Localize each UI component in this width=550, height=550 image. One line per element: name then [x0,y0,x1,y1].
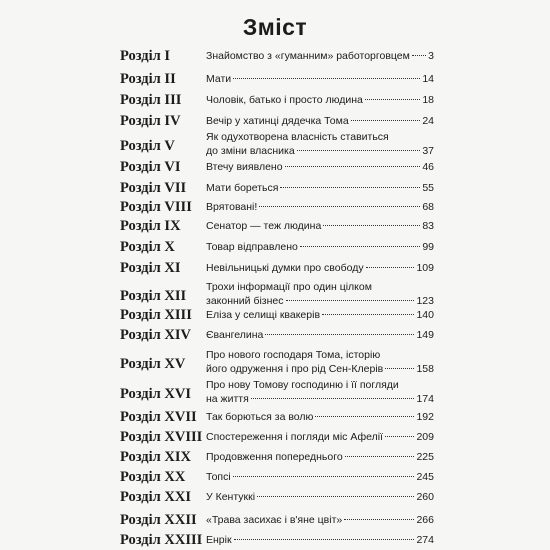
page-number: 260 [416,491,434,503]
chapter-title: Енрік [206,534,232,546]
chapter-title: Втечу виявлено [206,161,283,173]
chapter-label: Розділ XV [120,356,186,372]
page-number: 14 [422,73,434,85]
dot-leader [286,300,415,301]
entry-line [206,430,434,444]
chapter-title: Невільницькі думки про свободу [206,262,364,274]
chapter-entry [206,280,434,308]
chapter-entry [206,308,434,322]
chapter-entry [206,72,434,86]
chapter-entry [206,200,434,214]
chapter-title: Про нового господаря Тома, історію [206,349,381,361]
entry-line [206,490,434,504]
entry-line [206,533,434,547]
dot-leader [385,368,414,369]
chapter-label: Розділ XXII [120,512,197,528]
dot-leader [345,456,415,457]
chapter-title: Як одухотворена власність ставиться [206,131,389,143]
page-number: 68 [422,201,434,213]
chapter-entry [206,430,434,444]
entry-line [206,410,434,424]
entry-line [206,144,434,158]
page-number: 174 [416,393,434,405]
chapter-entry [206,181,434,195]
entry-line [206,72,434,86]
chapter-label: Розділ VIII [120,199,192,215]
entry-line [206,200,434,214]
page-number: 18 [422,94,434,106]
page-number: 245 [416,471,434,483]
chapter-label: Розділ XVII [120,409,197,425]
entry-line [206,240,434,254]
page-number: 266 [416,514,434,526]
chapter-label: Розділ I [120,48,171,64]
chapter-entry [206,93,434,107]
page-number: 37 [422,145,434,157]
page-number: 55 [422,182,434,194]
chapter-title: Євангелина [206,329,264,341]
entry-line [206,308,434,322]
chapter-entry [206,130,434,158]
dot-leader [233,78,420,79]
page-number: 3 [428,50,434,62]
chapter-title: на життя [206,393,249,405]
chapter-title: Еліза у селищі квакерів [206,309,321,321]
page-number: 209 [416,431,434,443]
chapter-title: Знайомство з «гуманним» работорговцем [206,50,410,62]
chapter-label: Розділ XXI [120,489,192,505]
page-number: 83 [422,220,434,232]
chapter-title: Сенатор — теж людина [206,220,322,232]
entry-line [206,160,434,174]
dot-leader [322,314,414,315]
dot-leader [351,120,421,121]
chapter-title: Продовження попереднього [206,451,343,463]
chapter-title: Топсі [206,471,231,483]
dot-leader [300,246,420,247]
page-number: 46 [422,161,434,173]
chapter-label: Розділ XX [120,469,186,485]
dot-leader [265,334,414,335]
chapter-label: Розділ IV [120,113,181,129]
chapter-entry [206,240,434,254]
entry-line [206,114,434,128]
chapter-label: Розділ XVIII [120,429,203,445]
dot-leader [344,519,414,520]
entry-line [206,513,434,527]
chapter-entry [206,378,434,406]
chapter-entry [206,49,434,63]
entry-line [206,261,434,275]
page-number: 149 [416,329,434,341]
dot-leader [280,187,420,188]
chapter-label: Розділ VII [120,180,187,196]
chapter-title: Трохи інформації про один цілком [206,281,372,293]
chapter-label: Розділ XII [120,288,187,304]
entry-line [206,294,434,308]
dot-leader [259,206,420,207]
dot-leader [297,150,421,151]
entry-line [206,328,434,342]
entry-line [206,93,434,107]
chapter-title: Про нову Томову господиню і її погляди [206,379,399,391]
chapter-label: Розділ XIX [120,449,192,465]
entry-line [206,181,434,195]
chapter-label: Розділ XIII [120,307,192,323]
chapter-entry [206,160,434,174]
chapter-title: Мати бореться [206,182,279,194]
chapter-entry [206,348,434,376]
chapter-entry [206,219,434,233]
chapter-entry [206,450,434,464]
chapter-title: У Кентуккі [206,491,256,503]
chapter-label: Розділ VI [120,159,181,175]
page-number: 109 [416,262,434,274]
page-number: 123 [416,295,434,307]
chapter-title: Так борються за волю [206,411,314,423]
chapter-title: «Трава засихає і в'яне цвіт» [206,514,343,526]
chapter-title: його одруження і про рід Сен-Клерів [206,363,384,375]
chapter-label: Розділ II [120,71,176,87]
page-number: 158 [416,363,434,375]
chapter-label: Розділ III [120,92,182,108]
chapter-entry [206,261,434,275]
chapter-title: Товар відправлено [206,241,298,253]
page-number: 140 [416,309,434,321]
entry-line [206,470,434,484]
chapter-entry [206,328,434,342]
entry-line [206,49,434,63]
chapter-label: Розділ X [120,239,175,255]
chapter-title: Мати [206,73,232,85]
page-number: 99 [422,241,434,253]
chapter-entry [206,114,434,128]
chapter-title: Врятовані! [206,201,258,213]
chapter-title: Чоловік, батько і просто людина [206,94,363,106]
chapter-label: Розділ IX [120,218,181,234]
dot-leader [234,539,415,540]
dot-leader [412,55,426,56]
chapter-label: Розділ XI [120,260,181,276]
entry-line [206,130,434,144]
chapter-entry [206,490,434,504]
dot-leader [323,225,420,226]
dot-leader [365,99,420,100]
page-number: 192 [416,411,434,423]
page-number: 274 [416,534,434,546]
chapter-title: законний бізнес [206,295,284,307]
chapter-label: Розділ XXIII [120,532,203,548]
page-number: 24 [422,115,434,127]
dot-leader [257,496,414,497]
page-title: Зміст [242,14,308,40]
chapter-title: до зміни власника [206,145,295,157]
dot-leader [285,166,421,167]
chapter-label: Розділ V [120,138,175,154]
entry-line [206,348,434,362]
dot-leader [251,398,415,399]
entry-line [206,280,434,294]
dot-leader [233,476,415,477]
chapter-label: Розділ XIV [120,327,192,343]
chapter-entry [206,470,434,484]
dot-leader [315,416,414,417]
dot-leader [385,436,415,437]
chapter-title: Спостереження і погляди міс Афелії [206,431,383,443]
entry-line [206,392,434,406]
chapter-title: Вечір у хатинці дядечка Тома [206,115,349,127]
chapter-entry [206,410,434,424]
entry-line [206,450,434,464]
chapter-entry [206,513,434,527]
entry-line [206,219,434,233]
chapter-entry [206,533,434,547]
dot-leader [366,267,415,268]
entry-line [206,378,434,392]
entry-line [206,362,434,376]
chapter-label: Розділ XVI [120,386,192,402]
page-number: 225 [416,451,434,463]
